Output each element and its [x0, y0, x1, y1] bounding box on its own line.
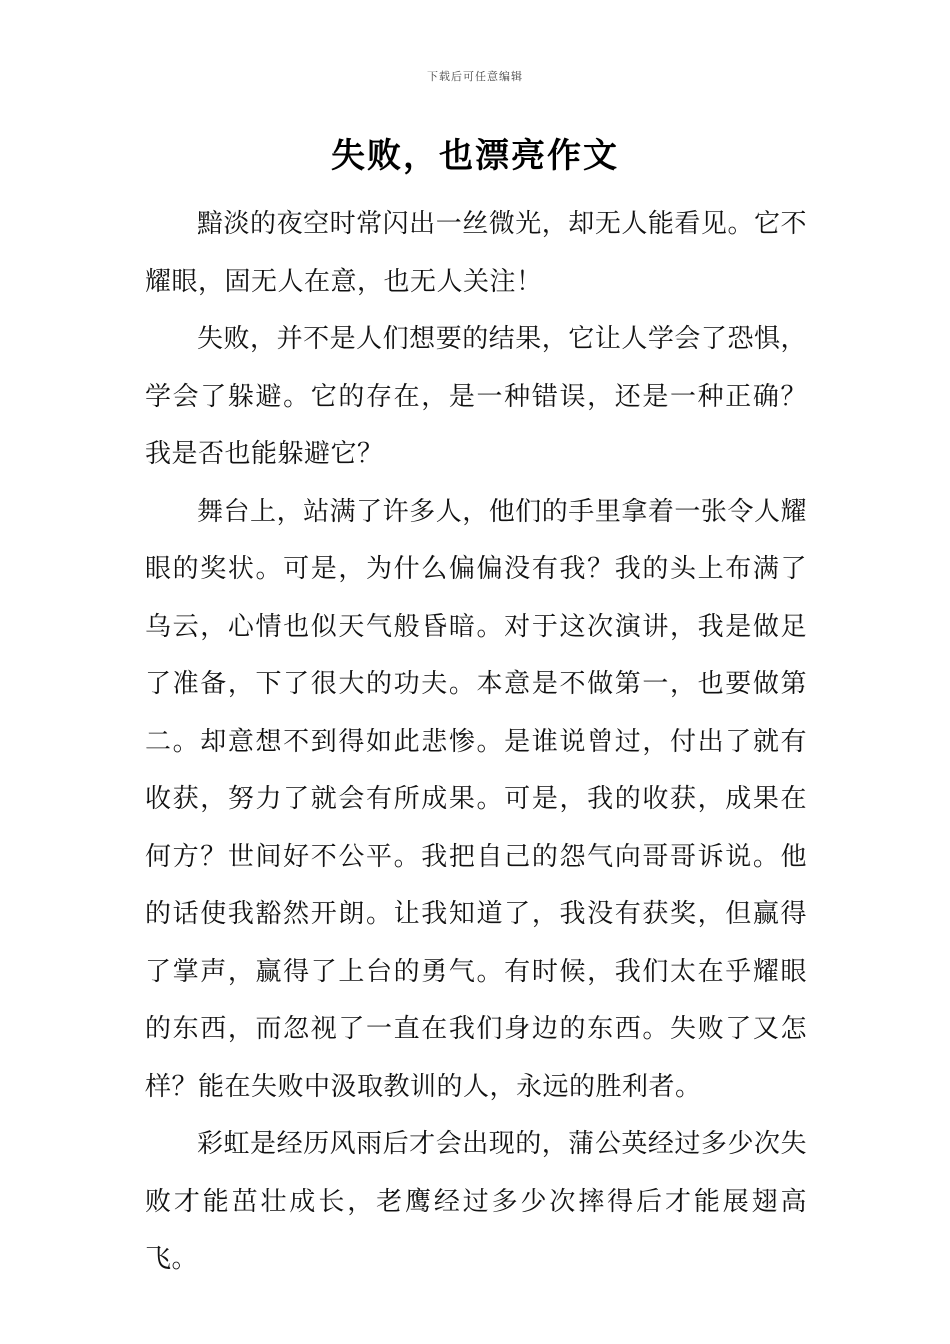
paragraph-4: 彩虹是经历风雨后才会出现的，蒲公英经过多少次失败才能茁壮成长，老鹰经过多少次摔得后才能展翅高飞。 [145, 1129, 807, 1274]
page-title: 失败，也漂亮作文 [331, 136, 619, 176]
header-note: 下载后可任意编辑 [427, 70, 523, 83]
paragraph-2: 失败，并不是人们想要的结果，它让人学会了恐惧，学会了躲避。它的存在，是一种错误，还是一种正确？我是否也能躲避它？ [145, 324, 807, 469]
article-body [145, 196, 807, 1289]
paragraph-1: 黯淡的夜空时常闪出一丝微光，却无人能看见。它不耀眼，固无人在意，也无人关注！ [145, 209, 807, 297]
paragraph-3: 舞台上，站满了许多人，他们的手里拿着一张令人耀眼的奖状。可是，为什么偏偏没有我？我的头上布满了乌云，心情也似天气般昏暗。对于这次演讲，我是做足了准备，下了很大的功夫。本意是不做第一，也要做第二。却意想不到得如此悲惨。是谁说曾过，付出了就有收获，努力了就会有所成果。可是，我的收获，成果在何方？世间好不公平。我把自己的怨气向哥哥诉说。他的话使我豁然开朗。让我知道了，我没有获奖，但赢得了掌声，赢得了上台的勇气。有时候，我们太在乎耀眼的东西，而忽视了一直在我们身边的东西。失败了又怎样？能在失败中汲取教训的人，永远的胜利者。 [145, 496, 807, 1102]
